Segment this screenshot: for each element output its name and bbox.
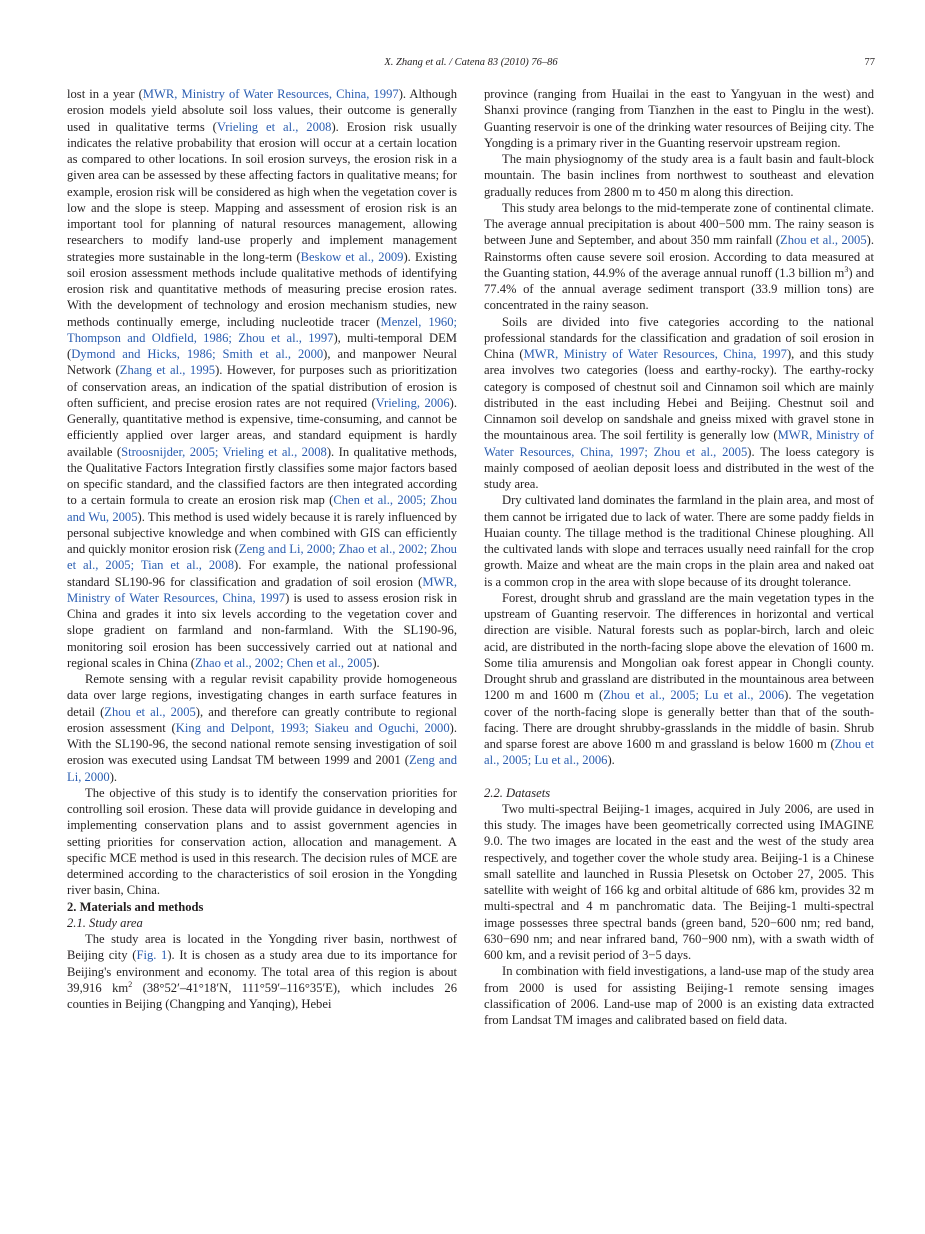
paragraph xyxy=(67,931,457,1012)
text-run: The study area is located in the Yongding river basin, northwest of Beijing city ( xyxy=(67,932,457,963)
paragraph: province (ranging from Huailai in the east to Yangyuan in the west) and Shanxi province (ranging from Tianzhen in the east to Pinglu in the west). Guanting reservoir is one of the drinking water resources of Beijing city. The Yongding is a primary river in the Guanting reservoir upstream region. xyxy=(484,87,874,150)
citation-link[interactable]: Zhou et al., 2005; Lu et al., 2006 xyxy=(603,688,785,703)
paragraph xyxy=(484,314,874,493)
citation-link[interactable]: MWR, Ministry of Water Resources, China, 1997 xyxy=(142,87,399,101)
text-run: ). In qualitative methods, the Qualitative Factors Integration firstly classifies some major factors based on specific standard, and the classified factors are then integrated according to a certain formula to create an erosion risk map ( xyxy=(67,444,457,508)
section-heading: 2. Materials and methods xyxy=(67,899,204,914)
page-number: 77 xyxy=(864,57,875,68)
citation-link[interactable]: MWR, Ministry of Water Resources, China, 1997 xyxy=(67,574,457,605)
citation-link[interactable]: Dymond and Hicks, 1986; Smith et al., 2000 xyxy=(71,347,324,361)
paragraph xyxy=(484,590,874,769)
text-run: ). The loess category is mainly composed of aeolian deposit loess and distributed in the west of the study area. xyxy=(484,444,875,491)
text-run: ). The vegetation cover of the north-facing slope is generally better than that of the south-facing. There are drought shrubby-grasslands in the middle of basin. Shrub and sparse forest are above 1600 m and grassland is below 1600 m ( xyxy=(484,688,875,751)
citation-link[interactable]: Vrieling, 2006 xyxy=(375,395,450,410)
citation-link[interactable]: Zhao et al., 2002; Chen et al., 2005 xyxy=(195,655,373,670)
paragraph: The main physiognomy of the study area is a fault basin and fault-block mountain. The basin inclines from northwest to southeast and elevation gradually reduces from 2800 m to 450 m along this direction. xyxy=(484,152,874,199)
text-run: Remote sensing with a regular revisit capability provide homogeneous data over large regions, investigating changes in earth surface features in detail ( xyxy=(67,672,457,719)
paragraph: Dry cultivated land dominates the farmland in the plain area, and most of them cannot be irrigated due to lack of water. There are some paddy fields in Huaian county. The tillage method is the traditional Chinese ploughing. All the cultivated lands with slope and terraces usually need rainfall for the crop growth. Maize and wheat are the main crops in the plain area and naked oat is a common crop in the area with slope because of its drought tolerance. xyxy=(484,493,874,589)
text-run: ). xyxy=(372,655,380,670)
left-column xyxy=(67,86,457,1012)
text-run: This study area belongs to the mid-temperate zone of continental climate. The average annual precipitation is about 400−500 mm. The rainy season is between June and September, and about 350 mm rainfall ( xyxy=(484,200,874,248)
citation-link[interactable]: King and Delpont, 1993; Siakeu and Oguchi, 2000 xyxy=(175,720,450,735)
citation-link[interactable]: Zhang et al., 1995 xyxy=(119,363,216,378)
text-run: ). It is chosen as a study area due to its importance for Beijing's environment and economy. The total area of this region is about 39,916 km xyxy=(67,948,457,995)
text-run: ) is used to assess erosion risk in China and grades it into six levels according to the vegetation cover and slope gradient on farmland and non-farmland. With the SL190-96, monitoring soil erosion has been successively carried out at national and regional scales in China ( xyxy=(67,590,457,670)
text-run: (38°52′–41°18′N, 111°59′–116°35′E), which includes 26 counties in Beijing (Changping and Yanqing), Hebei xyxy=(67,980,457,1011)
citation-link[interactable]: Stroosnijder, 2005; Vrieling et al., 2008 xyxy=(121,444,327,459)
journal-citation: X. Zhang et al. / Catena 83 (2010) 76–86 xyxy=(384,57,558,68)
text-run: ). Rainstorms often cause severe soil erosion. According to data measured at the Guanting station, 44.9% of the average annual runoff (1.3 billion m xyxy=(484,233,874,280)
running-head xyxy=(67,57,875,73)
citation-link[interactable]: Vrieling et al., 2008 xyxy=(216,119,332,134)
text-run: ). Although erosion models yield absolute soil loss values, their outcome is generally used in qualitative terms ( xyxy=(67,87,457,134)
citation-link[interactable]: MWR, Ministry of Water Resources, China, 1997 xyxy=(523,347,787,361)
paragraph: In combination with field investigations, a land-use map of the study area from 2000 is used for assisting Beijing-1 remote sensing images classification of 2006. Land-use map of 2000 is an existing data extracted from Landsat TM images and calibrated based on field data. xyxy=(484,964,874,1027)
text-run: Soils are divided into five categories according to the national professional standards for the classification and gradation of soil erosion in China ( xyxy=(484,314,874,361)
paragraph: The objective of this study is to identify the conservation priorities for controlling soil erosion. These data will provide guidance in developing and implementing conservation plans and to assist government agencies in setting priorities for conservation action, allocation and management. A specific MCE method is used in this research. The decision rules of MCE are determined according to the characteristics of soil erosion in the Yongding river basin, China. xyxy=(67,785,457,898)
text-run: Forest, drought shrub and grassland are the main vegetation types in the upstream of Guanting reservoir. The differences in horizontal and vertical direction are visible. Natural forests such as poplar-birch, larch and oleic acid, are distributed in the north-facing slope above the elevation of 1600 m. Some tilia amurensis and Mongolian oak forest appear in Chongli county. Drought shrub and grassland are distributed in the mountainous area between 1200 m and 1600 m ( xyxy=(484,590,874,703)
citation-link[interactable]: MWR, Ministry of Water Resources, China, 1997; Zhou et al., 2005 xyxy=(484,428,874,459)
paragraph xyxy=(484,200,874,314)
text-run: ). Existing soil erosion assessment methods include qualitative methods of identifying erosion risk and quantitative methods of measuring precise erosion rates. With the development of technology and erosion mechanism studies, new methods continually emerge, including nucleotide tracer ( xyxy=(67,249,457,329)
citation-link[interactable]: Zeng and Li, 2000; Zhao et al., 2002; Zhou et al., 2005; Tian et al., 2008 xyxy=(67,542,457,573)
text-run: ). Generally, quantitative method is expensive, time-consuming, and cannot be efficiently applied over larger areas, and standard equipment is hardly available ( xyxy=(67,395,457,459)
text-run: ), multi-temporal DEM ( xyxy=(67,330,457,361)
citation-link[interactable]: Zeng and Li, 2000 xyxy=(67,753,457,784)
text-run: ). Erosion risk usually indicates the relative probability that erosion will occur at a certain location as compared to other locations. In soil erosion surveys, the erosion risk in a given area can be assessed by these affecting factors in qualitative means; for example, erosion risk will be considered as high when the vegetation cover is low and the slope is steep. Mapping and assessment of erosion risk is an important tool for planning of natural resources management, allowing researchers to modify land-use properly and implement management strategies more sustainable in the long-term ( xyxy=(67,119,457,264)
citation-link[interactable]: Fig. 1 xyxy=(136,948,168,963)
citation-link[interactable]: Beskow et al., 2009 xyxy=(300,249,404,264)
text-run: ). With the SL190-96, the second national remote sensing investigation of soil erosion was executed using Landsat TM between 1999 and 2001 ( xyxy=(67,720,457,768)
text-run: ). However, for purposes such as prioritization of conservation areas, an indication of the spatial distribution of erosion is often sufficient, and precise erosion rates are not required ( xyxy=(67,363,457,410)
subsection-heading: 2.1. Study area xyxy=(67,915,143,930)
citation-link[interactable]: Zhou et al., 2005 xyxy=(780,233,867,248)
citation-link[interactable]: Zhou et al., 2005; Lu et al., 2006 xyxy=(484,737,874,768)
text-run: ) and 77.4% of the annual average sediment transport (33.9 million tons) are concentrated in the rainy season. xyxy=(484,265,874,313)
paragraph: Two multi-spectral Beijing-1 images, acquired in July 2006, are used in this study. The images have been geometrically corrected using IMAGINE 9.0. The two images are located in the east and the west of the study area respectively, and together cover the whole study area. Beijing-1 is a Chinese small satellite and launched in Russia Plesetsk on October 27, 2005. This satellite with weight of 166 kg and orbital altitude of 686 km, provides 32 m multi-spectral and 4 m panchromatic data. The Beijing-1 multi-spectral image possesses three spectral bands (green band, 520−600 nm; red band, 630−690 nm; and near infrared band, 760−900 nm), with a swath width of 600 km, and a revisit period of 3−5 days. xyxy=(484,801,874,962)
superscript: 2 xyxy=(128,979,133,989)
subsection-heading: 2.2. Datasets xyxy=(484,785,551,800)
superscript: 3 xyxy=(844,264,849,274)
citation-link[interactable]: Chen et al., 2005; Zhou and Wu, 2005 xyxy=(67,493,457,524)
text-run: ). xyxy=(607,753,615,768)
text-run: lost in a year ( xyxy=(67,87,143,101)
paragraph xyxy=(67,671,457,785)
citation-link[interactable]: Zhou et al., 2005 xyxy=(104,704,196,719)
citation-link[interactable]: Menzel, 1960; Thompson and Oldfield, 1986; Zhou et al., 1997 xyxy=(67,314,458,345)
paragraph xyxy=(67,86,457,671)
text-run: ), and this study area involves two categories (loess and earthy-rocky). The earthy-rocky category is composed of chestnut soil and Cinnamon soil which are mainly distributed in the east including Hebei and Beijing. Chestnut soil and Cinnamon soil develop on sandshale and gneiss mixed with gravel stone in the mountainous area. The soil fertility is generally low ( xyxy=(484,347,874,443)
right-column xyxy=(484,86,874,1028)
text-run: ). xyxy=(109,769,118,784)
text-run: ). This method is used widely because it is rarely influenced by personal subjective knowledge and when combined with GIS can efficiently and quickly monitor erosion risk ( xyxy=(67,509,457,556)
text-run: ), and manpower Neural Network ( xyxy=(67,347,457,378)
text-run: ), and therefore can greatly contribute to regional erosion assessment ( xyxy=(67,704,457,735)
text-run: ). For example, the national professional standard SL190-96 for classification and gradation of soil erosion ( xyxy=(67,558,457,589)
